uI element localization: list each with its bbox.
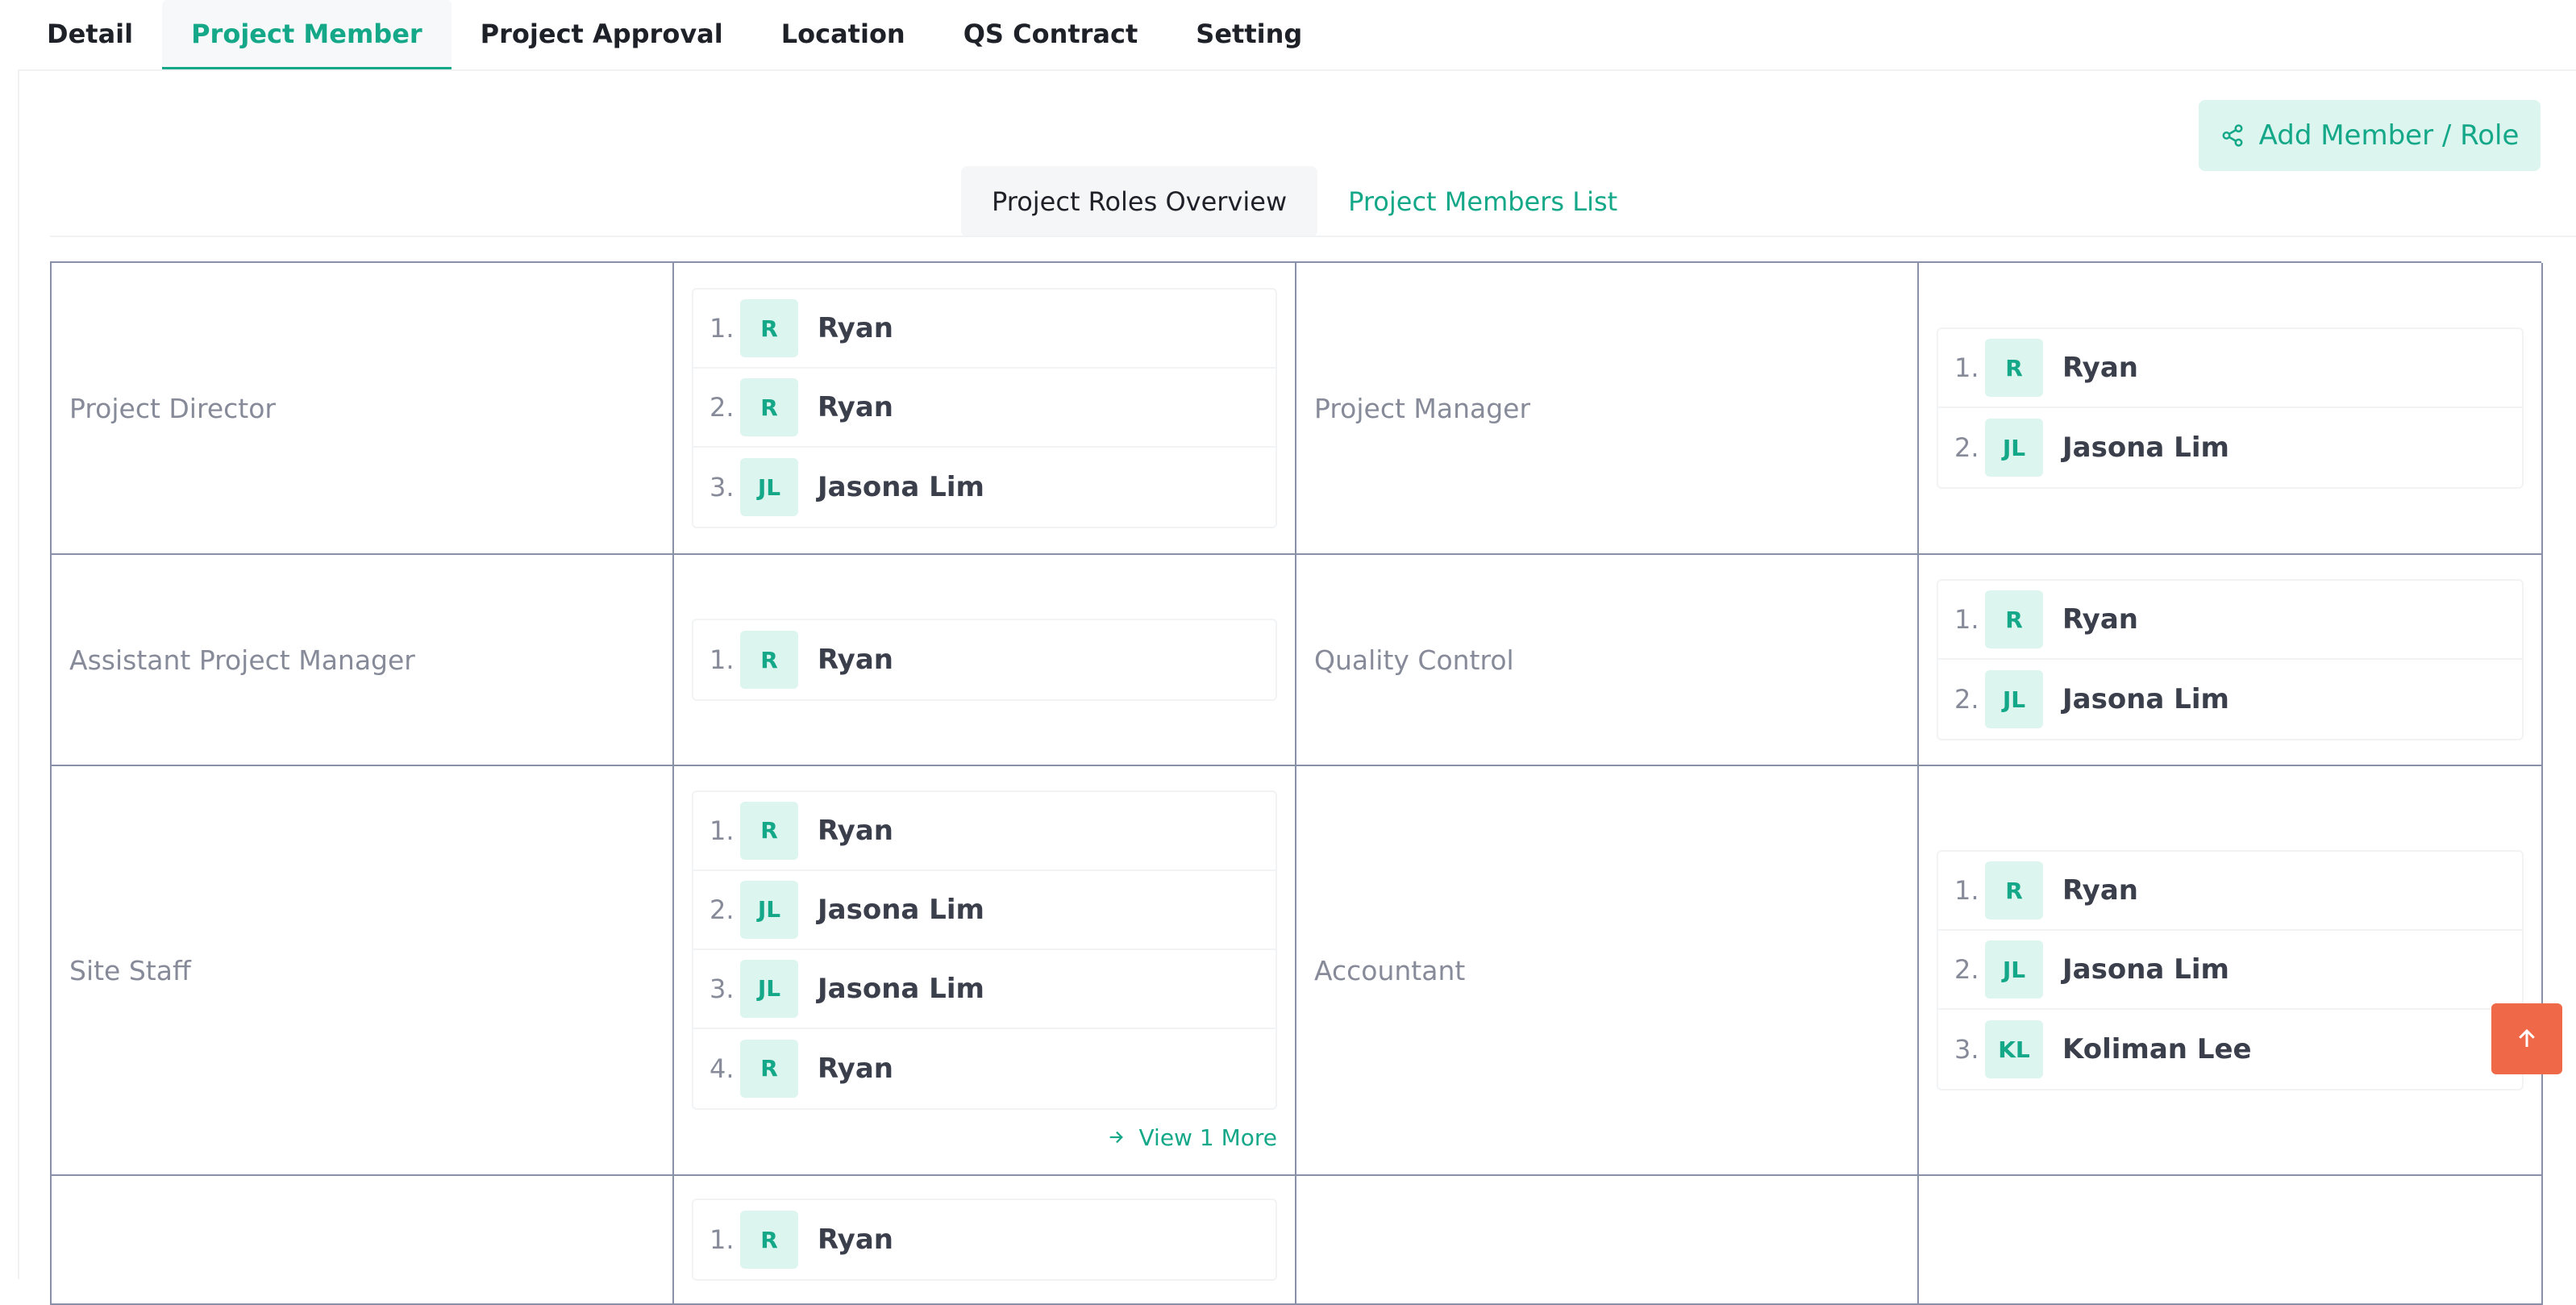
avatar: R bbox=[740, 299, 798, 357]
role-name-site-staff: Site Staff bbox=[52, 766, 674, 1176]
member-list bbox=[692, 790, 1277, 1110]
member-name: Koliman Lee bbox=[2062, 1033, 2252, 1065]
role-name-assistant-project-manager: Assistant Project Manager bbox=[52, 555, 674, 766]
role-members-accountant bbox=[1919, 766, 2543, 1176]
list-item[interactable] bbox=[693, 290, 1276, 369]
list-item[interactable] bbox=[693, 950, 1276, 1029]
list-item[interactable] bbox=[693, 448, 1276, 527]
member-name: Ryan bbox=[818, 644, 893, 676]
project-member-card bbox=[18, 69, 2576, 1279]
member-index: 4. bbox=[710, 1053, 735, 1084]
member-index: 1. bbox=[1954, 352, 1979, 383]
role-name-project-director: Project Director bbox=[52, 263, 674, 555]
role-name-cell bbox=[52, 1176, 674, 1305]
avatar: R bbox=[740, 1040, 798, 1098]
member-index: 1. bbox=[710, 313, 735, 344]
role-name-cell bbox=[1296, 1176, 1919, 1305]
member-name: Ryan bbox=[818, 814, 893, 847]
avatar: JL bbox=[740, 881, 798, 939]
member-list bbox=[1937, 579, 2524, 740]
role-name-accountant: Accountant bbox=[1296, 766, 1919, 1176]
member-name: Jasona Lim bbox=[2062, 432, 2229, 464]
member-index: 2. bbox=[1954, 684, 1979, 715]
avatar: R bbox=[1985, 590, 2043, 648]
divider bbox=[50, 236, 2576, 237]
member-name: Ryan bbox=[818, 391, 893, 423]
role-members-site-staff bbox=[674, 766, 1296, 1176]
member-list bbox=[692, 619, 1277, 701]
tab-project-member[interactable]: Project Member bbox=[162, 0, 452, 69]
member-list bbox=[1937, 327, 2524, 489]
avatar: R bbox=[740, 1211, 798, 1269]
share-icon bbox=[2220, 123, 2245, 148]
avatar: R bbox=[1985, 339, 2043, 397]
member-name: Jasona Lim bbox=[818, 471, 984, 503]
avatar: R bbox=[740, 378, 798, 436]
member-index: 1. bbox=[1954, 875, 1979, 906]
member-name: Ryan bbox=[2062, 352, 2138, 384]
role-members-quality-control bbox=[1919, 555, 2543, 766]
list-item[interactable] bbox=[693, 1200, 1276, 1279]
tab-project-roles-overview[interactable]: Project Roles Overview bbox=[961, 166, 1317, 237]
member-name: Ryan bbox=[2062, 874, 2138, 907]
arrow-right-icon bbox=[1107, 1128, 1125, 1146]
avatar: JL bbox=[1985, 670, 2043, 728]
member-name: Jasona Lim bbox=[818, 972, 984, 1005]
list-item[interactable] bbox=[693, 1029, 1276, 1108]
avatar: KL bbox=[1985, 1020, 2043, 1078]
roles-table bbox=[50, 261, 2541, 1305]
role-members-project-manager bbox=[1919, 263, 2543, 555]
avatar: JL bbox=[1985, 940, 2043, 999]
role-name-quality-control: Quality Control bbox=[1296, 555, 1919, 766]
member-index: 1. bbox=[710, 1224, 735, 1255]
member-index: 1. bbox=[710, 644, 735, 675]
member-list bbox=[1937, 850, 2524, 1090]
member-name: Ryan bbox=[818, 1224, 893, 1256]
list-item[interactable] bbox=[693, 792, 1276, 871]
member-index: 3. bbox=[1954, 1034, 1979, 1065]
scroll-to-top-button[interactable] bbox=[2491, 1003, 2562, 1074]
add-member-role-label: Add Member / Role bbox=[2258, 119, 2520, 152]
avatar: JL bbox=[740, 960, 798, 1018]
tab-location[interactable]: Location bbox=[780, 18, 905, 49]
list-item[interactable] bbox=[693, 369, 1276, 448]
list-item[interactable] bbox=[1938, 329, 2522, 408]
list-item[interactable] bbox=[1938, 660, 2522, 739]
avatar: JL bbox=[740, 458, 798, 516]
member-index: 2. bbox=[1954, 432, 1979, 463]
list-item[interactable] bbox=[1938, 581, 2522, 660]
list-item[interactable] bbox=[1938, 852, 2522, 931]
avatar: R bbox=[740, 631, 798, 689]
list-item[interactable] bbox=[1938, 1010, 2522, 1089]
add-member-role-button[interactable] bbox=[2199, 100, 2541, 171]
list-item[interactable] bbox=[1938, 408, 2522, 487]
arrow-up-icon bbox=[2515, 1027, 2539, 1051]
member-index: 2. bbox=[710, 894, 735, 925]
member-index: 3. bbox=[710, 973, 735, 1004]
avatar: JL bbox=[1985, 419, 2043, 477]
member-list bbox=[692, 1199, 1277, 1281]
member-index: 2. bbox=[1954, 954, 1979, 985]
tab-project-members-list[interactable]: Project Members List bbox=[1348, 186, 1618, 217]
member-list bbox=[692, 288, 1277, 528]
tab-project-approval[interactable]: Project Approval bbox=[480, 18, 723, 49]
avatar: R bbox=[1985, 861, 2043, 919]
member-name: Jasona Lim bbox=[818, 893, 984, 926]
member-index: 2. bbox=[710, 392, 735, 423]
role-members-project-director bbox=[674, 263, 1296, 555]
view-more-label: View 1 More bbox=[1138, 1124, 1277, 1151]
tab-setting[interactable]: Setting bbox=[1196, 18, 1303, 49]
role-name-project-manager: Project Manager bbox=[1296, 263, 1919, 555]
avatar: R bbox=[740, 802, 798, 860]
top-tab-bar bbox=[18, 0, 1331, 69]
list-item[interactable] bbox=[693, 620, 1276, 699]
tab-detail[interactable]: Detail bbox=[47, 18, 134, 49]
role-members-assistant-project-manager bbox=[674, 555, 1296, 766]
member-index: 3. bbox=[710, 472, 735, 502]
member-index: 1. bbox=[710, 815, 735, 846]
member-name: Ryan bbox=[818, 1052, 893, 1085]
tab-qs-contract[interactable]: QS Contract bbox=[963, 18, 1138, 49]
member-name: Ryan bbox=[818, 312, 893, 344]
member-index: 1. bbox=[1954, 604, 1979, 635]
list-item[interactable] bbox=[693, 871, 1276, 950]
role-members-cell bbox=[674, 1176, 1296, 1305]
role-members-cell bbox=[1919, 1176, 2543, 1305]
list-item[interactable] bbox=[1938, 931, 2522, 1010]
member-name: Ryan bbox=[2062, 603, 2138, 636]
sub-tab-bar bbox=[961, 166, 1648, 237]
member-name: Jasona Lim bbox=[2062, 953, 2229, 986]
member-name: Jasona Lim bbox=[2062, 683, 2229, 715]
view-more-link[interactable] bbox=[1107, 1124, 1277, 1151]
